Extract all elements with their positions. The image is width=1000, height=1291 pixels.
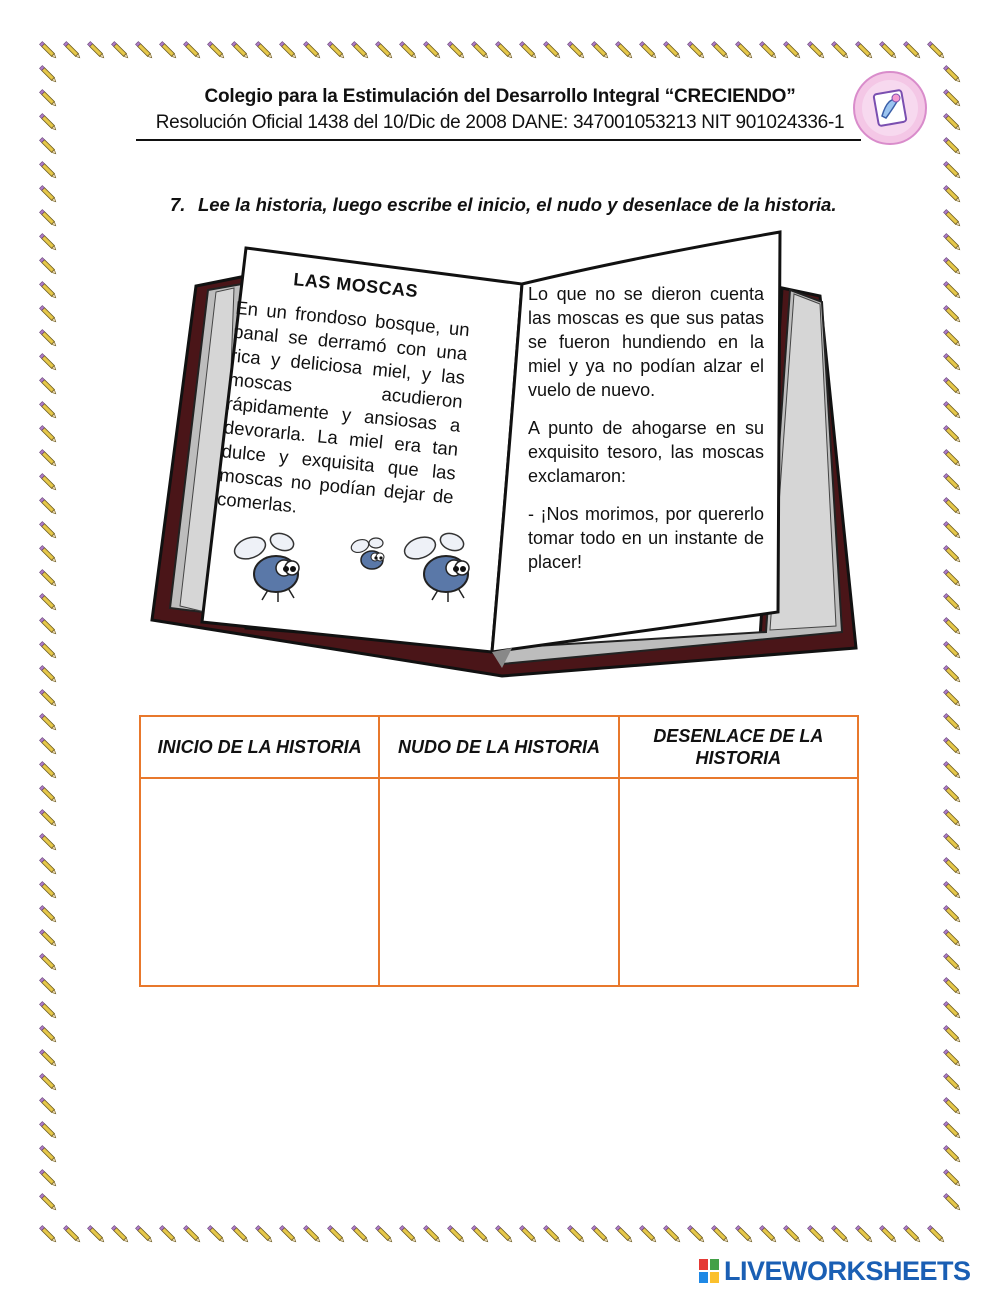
story-structure-table	[139, 715, 859, 987]
story-paragraph: A punto de ahogarse en su exquisito tesoro, las moscas exclamaron:	[528, 418, 764, 486]
story-left-text: En un frondoso bosque, un panal se derramó con una rica y deliciosa miel, y las moscas acudieron rápidamente y ansiosas a devorarla. La miel era tan dulce y exquisita que las moscas no podían dejar de comerlas.	[216, 296, 471, 517]
liveworksheets-logo-icon	[698, 1258, 720, 1284]
school-logo-icon	[852, 70, 928, 146]
header-divider	[136, 139, 861, 141]
exercise-number: 7.	[170, 194, 186, 215]
answer-field-nudo[interactable]	[379, 778, 618, 986]
liveworksheets-text: LIVEWORKSHEETS	[724, 1255, 971, 1286]
school-resolution: Resolución Oficial 1438 del 10/Dic de 2008 DANE: 347001053213 NIT 901024336-1	[155, 112, 845, 133]
answer-field-inicio[interactable]	[140, 778, 379, 986]
story-title: LAS MOSCAS	[292, 269, 419, 302]
story-right-page	[528, 282, 764, 588]
column-header-inicio: INICIO DE LA HISTORIA	[140, 716, 379, 778]
school-name: Colegio para la Estimulación del Desarrollo Integral “CRECIENDO”	[204, 86, 796, 107]
story-paragraph: Lo que no se dieron cuenta las moscas es que sus patas se fueron hundiendo en la miel y ya no podían alzar el vuelo de nuevo.	[528, 284, 764, 400]
story-paragraph: - ¡Nos morimos, por quererlo tomar todo en un instante de placer!	[528, 504, 764, 572]
column-header-nudo: NUDO DE LA HISTORIA	[379, 716, 618, 778]
answer-field-desenlace[interactable]	[619, 778, 858, 986]
fly-icon	[402, 526, 484, 604]
liveworksheets-watermark	[698, 1256, 971, 1286]
column-header-desenlace: DESENLACE DE LA HISTORIA	[619, 716, 858, 778]
exercise-text: Lee la historia, luego escribe el inicio, el nudo y desenlace de la historia.	[198, 194, 837, 215]
story-left-page	[216, 262, 474, 533]
fly-icon	[232, 526, 314, 604]
fly-icon	[348, 534, 392, 574]
exercise-instruction	[170, 194, 890, 216]
